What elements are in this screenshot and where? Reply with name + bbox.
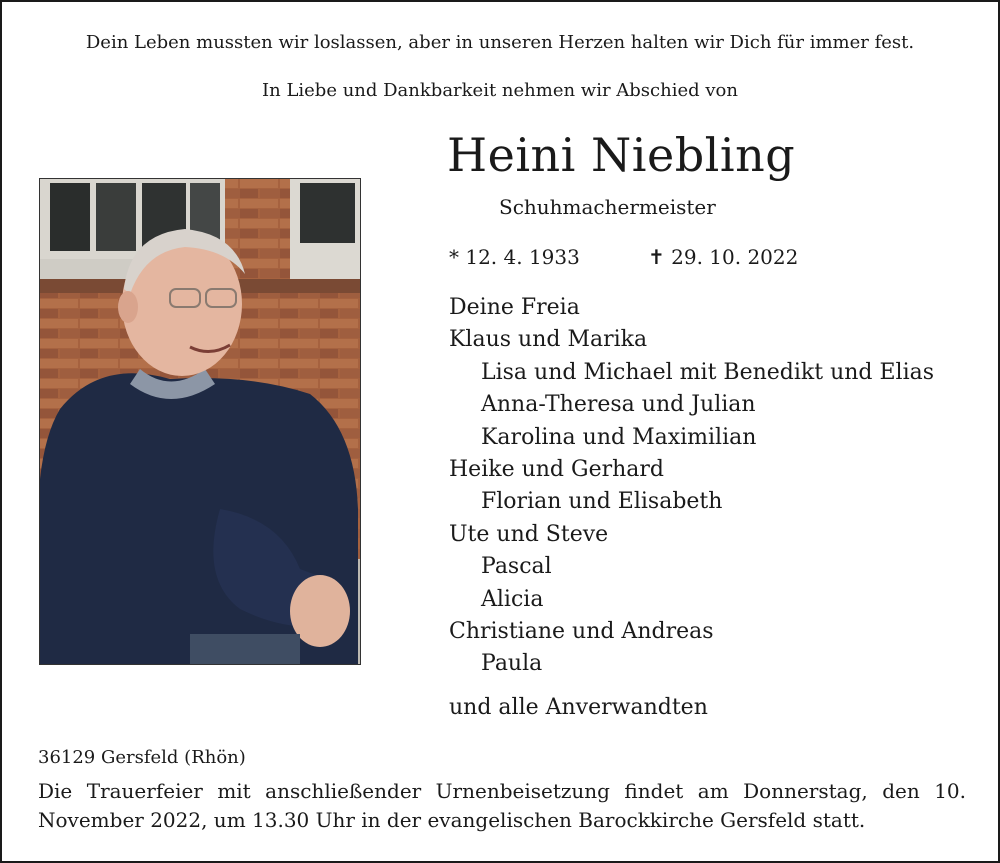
mourner-entry: Ute und Steve [449,521,609,547]
mourner-entry: Florian und Elisabeth [481,489,723,515]
mourner-entry: Klaus und Marika [449,327,648,353]
intro-farewell: In Liebe und Dankbarkeit nehmen wir Abschied von [262,80,738,101]
mourner-entry: Alicia [481,586,544,612]
mourner-entry: Lisa und Michael mit Benedikt und Elias [481,359,935,385]
portrait-photo [39,178,361,665]
mourner-entry: Paula [481,651,543,677]
mourner-entry: Karolina und Maximilian [481,424,757,450]
relatives-line: und alle Anverwandten [449,695,708,720]
ceremony-details: Die Trauerfeier mit anschließender Urnenbeisetzung findet am Donnerstag, den 10. November 2022, um 13.30 Uhr in der evangelischen Barockkirche Gersfeld statt. [38,779,966,832]
mourner-entry: Deine Freia [449,295,580,320]
place-line: 36129 Gersfeld (Rhön) [38,747,246,768]
death-date: ✝ 29. 10. 2022 [648,245,799,269]
mourner-entry: Heike und Gerhard [449,457,664,483]
deceased-profession: Schuhmachermeister [499,195,716,219]
mourners-list [449,292,934,681]
mourner-entry: Pascal [481,554,552,580]
mourner-entry: Anna-Theresa und Julian [481,392,756,418]
mourner-entry: Christiane und Andreas [449,619,714,645]
birth-date: * 12. 4. 1933 [449,245,580,269]
intro-quote: Dein Leben mussten wir loslassen, aber in unseren Herzen halten wir Dich für immer fest. [85,32,915,53]
deceased-name: Heini Niebling [447,128,796,182]
